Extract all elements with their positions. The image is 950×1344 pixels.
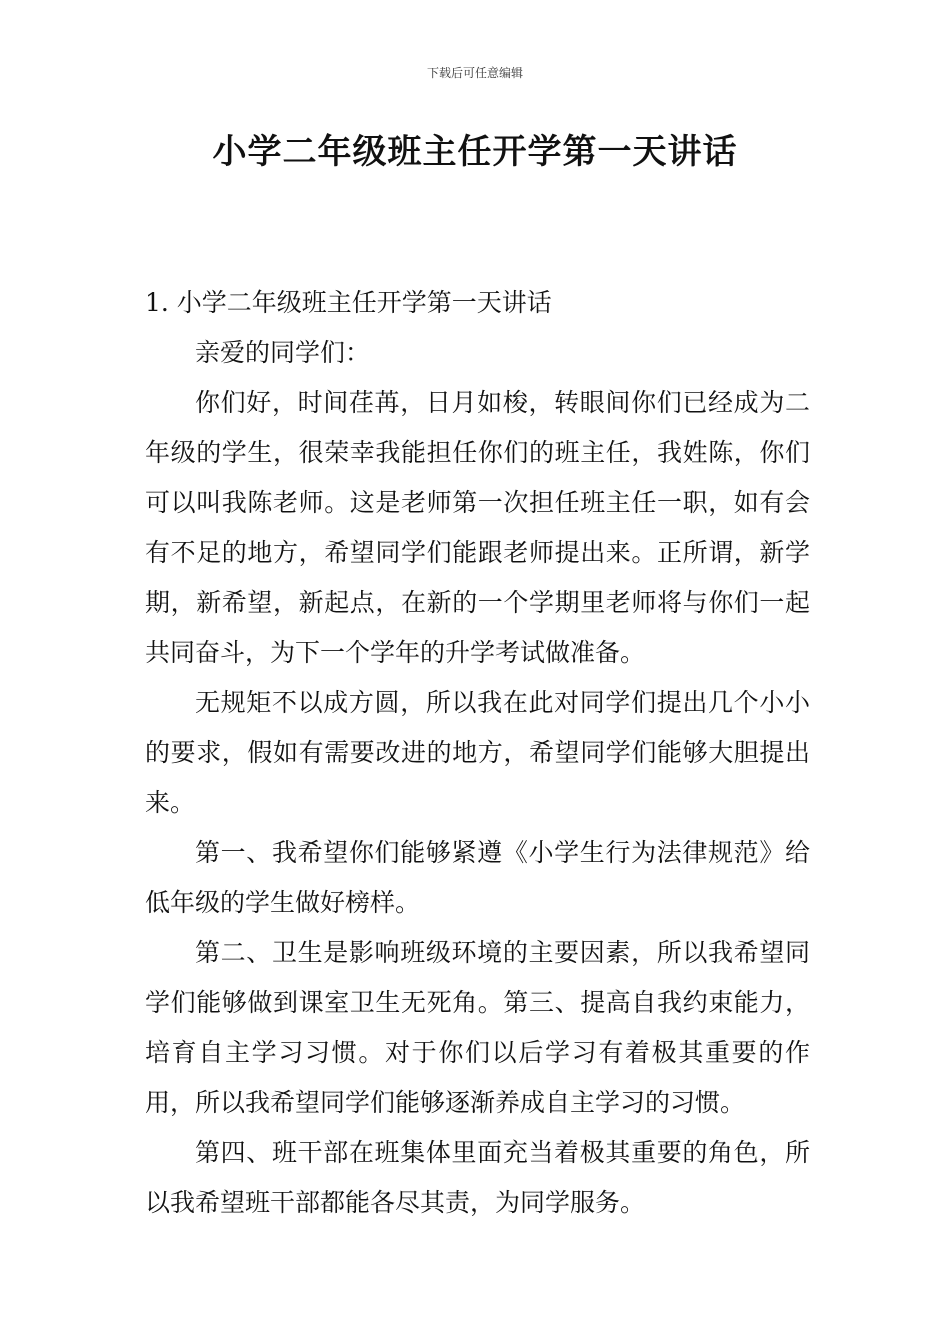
paragraph-introduction: 你们好，时间荏苒，日月如梭，转眼间你们已经成为二年级的学生，很荣幸我能担任你们的班主任，我姓陈，你们可以叫我陈老师。这是老师第一次担任班主任一职，如有会有不足的地方，希望同学们能跟老师提出来。正所谓，新学期，新希望，新起点，在新的一个学期里老师将与你们一起共同奋斗，为下一个学年的升学考试做准备。 [145,388,810,667]
paragraph-rule-four: 第四、班干部在班集体里面充当着极其重要的角色，所以我希望班干部都能各尽其责，为同学服务。 [145,1138,810,1217]
paragraph-rule-one: 第一、我希望你们能够紧遵《小学生行为法律规范》给低年级的学生做好榜样。 [145,838,810,917]
document-body [145,278,810,1228]
section-heading: 1. 小学二年级班主任开学第一天讲话 [145,288,552,317]
document-title: 小学二年级班主任开学第一天讲话 [212,132,738,172]
paragraph-rule-two-three: 第二、卫生是影响班级环境的主要因素，所以我希望同学们能够做到课室卫生无死角。第三、提高自我约束能力，培育自主学习习惯。对于你们以后学习有着极其重要的作用，所以我希望同学们能够逐渐养成自主学习的习惯。 [145,938,810,1117]
paragraph-salutation: 亲爱的同学们： [195,338,371,367]
header-note: 下载后可任意编辑 [426,66,523,80]
paragraph-rules-intro: 无规矩不以成方圆，所以我在此对同学们提出几个小小的要求，假如有需要改进的地方，希望同学们能够大胆提出来。 [145,688,810,817]
